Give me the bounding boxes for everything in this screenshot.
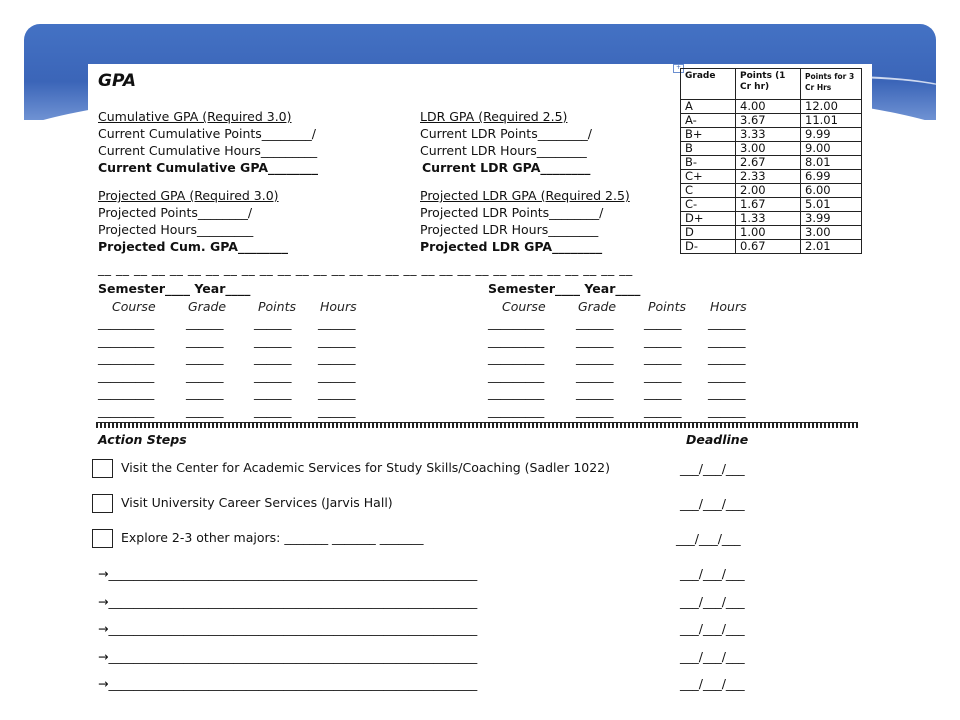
semester-column-header: Course	[502, 299, 546, 314]
header-points-3cr: Points for 3 Cr Hrs	[801, 69, 862, 100]
semester-blank-cell[interactable]: _________	[488, 332, 545, 348]
action-steps-heading: Action Steps	[98, 432, 187, 447]
arrow-action-line[interactable]	[98, 676, 477, 691]
blank-line: ___________________________________________________________	[108, 648, 478, 664]
grade-row	[681, 184, 862, 198]
grade-cell: A	[681, 100, 736, 114]
table-move-handle-icon[interactable]: +	[673, 64, 684, 73]
cumulative-hours: Current Cumulative Hours_________	[98, 143, 318, 158]
arrow-right-icon: →	[98, 621, 109, 636]
projected-ldr-hours: Projected LDR Hours________	[420, 222, 599, 237]
semester-blank-cell[interactable]: ______	[644, 385, 682, 400]
grade-cell: B-	[681, 156, 736, 170]
semester-column-header: Course	[112, 299, 156, 314]
semester-column-header: Hours	[320, 299, 357, 314]
arrow-action-line[interactable]	[98, 566, 477, 581]
semester-column-header: Grade	[578, 299, 617, 314]
action-item-label: Visit the Center for Academic Services for Study Skills/Coaching (Sadler 1022)	[121, 460, 611, 475]
blank-line: ___________________________________________________________	[108, 621, 478, 636]
grade-row	[681, 114, 862, 128]
semester-blank-cell[interactable]: ______	[644, 315, 682, 330]
semester-blank-cell[interactable]: ______	[254, 367, 292, 383]
semester-blank-cell[interactable]: ______	[186, 385, 224, 400]
semester-blank-cell[interactable]: ______	[318, 332, 356, 348]
grade-cell: A-	[681, 114, 736, 128]
blank-line: ___________________________________________________________	[108, 566, 478, 581]
semester-blank-cell[interactable]: ______	[318, 402, 356, 418]
semester-blank-cell[interactable]: ______	[644, 402, 682, 418]
semester-blank-cell[interactable]: ______	[186, 315, 224, 330]
projected-hours: Projected Hours_________	[98, 222, 254, 237]
semester-blank-cell[interactable]: ______	[254, 350, 292, 365]
semester-blank-cell[interactable]: ______	[708, 402, 746, 418]
semester-blank-cell[interactable]: ______	[644, 332, 682, 348]
semester-blank-cell[interactable]: ______	[576, 350, 614, 365]
deadline-date-field[interactable]: ___/___/___	[680, 676, 745, 691]
projected-heading: Projected GPA (Required 3.0)	[98, 188, 279, 203]
semester-blank-cell[interactable]: _________	[98, 350, 155, 365]
points-3cr-cell: 6.99	[801, 170, 862, 184]
semester-blank-cell[interactable]: ______	[644, 350, 682, 365]
points-3cr-cell: 12.00	[801, 100, 862, 114]
arrow-action-line[interactable]	[98, 649, 477, 664]
semester-blank-cell[interactable]: ______	[186, 332, 224, 348]
grade-cell: C+	[681, 170, 736, 184]
grade-row	[681, 156, 862, 170]
semester-blank-cell[interactable]: ______	[186, 402, 224, 418]
semester-blank-cell[interactable]: ______	[708, 385, 746, 400]
points-cell: 1.00	[736, 226, 801, 240]
semester-blank-cell[interactable]: ______	[318, 385, 356, 400]
grade-row	[681, 212, 862, 226]
grade-cell: D-	[681, 240, 736, 254]
deadline-date-field[interactable]: ___/___/___	[680, 621, 745, 636]
deadline-date-field[interactable]: ___/___/___	[680, 593, 745, 609]
points-3cr-cell: 8.01	[801, 156, 862, 170]
semester-column-header: Points	[648, 299, 686, 314]
page-title: GPA	[98, 71, 137, 91]
arrow-action-line[interactable]	[98, 594, 477, 609]
action-item	[92, 494, 393, 513]
arrow-right-icon: →	[98, 566, 109, 581]
semester-heading: Semester____ Year____	[98, 281, 251, 296]
semester-blank-cell[interactable]: ______	[576, 367, 614, 383]
points-cell: 3.33	[736, 128, 801, 142]
header-grade: Grade	[681, 69, 736, 100]
grade-cell: D	[681, 226, 736, 240]
semester-blank-cell[interactable]: ______	[576, 402, 614, 418]
ldr-points: Current LDR Points________/	[420, 126, 592, 141]
projected-ldr-points: Projected LDR Points________/	[420, 205, 604, 220]
semester-blank-cell[interactable]: ______	[318, 367, 356, 383]
semester-blank-cell[interactable]: ______	[644, 367, 682, 383]
points-cell: 3.67	[736, 114, 801, 128]
deadline-date-field[interactable]: ___/___/___	[680, 648, 745, 664]
semester-blank-cell[interactable]: ______	[186, 350, 224, 365]
action-item	[92, 459, 610, 478]
projected-points: Projected Points________/	[98, 205, 253, 220]
grade-row	[681, 142, 862, 156]
points-3cr-cell: 9.99	[801, 128, 862, 142]
semester-blank-cell[interactable]: _________	[98, 402, 155, 418]
points-cell: 2.67	[736, 156, 801, 170]
deadline-heading: Deadline	[686, 432, 749, 447]
ldr-hours: Current LDR Hours________	[420, 143, 587, 158]
semester-blank-cell[interactable]: _________	[98, 367, 155, 383]
semester-blank-cell[interactable]: ______	[576, 385, 614, 400]
deadline-date-field[interactable]: ___/___/___	[680, 461, 745, 476]
blank-line: ___________________________________________________________	[108, 676, 478, 691]
cumulative-heading: Cumulative GPA (Required 3.0)	[98, 109, 292, 124]
wavy-divider	[96, 422, 858, 428]
semester-blank-cell[interactable]: _________	[488, 385, 545, 400]
arrow-right-icon: →	[98, 648, 109, 664]
cumulative-gpa: Current Cumulative GPA________	[98, 160, 319, 175]
semester-blank-cell[interactable]: ______	[576, 332, 614, 348]
semester-blank-cell[interactable]: ______	[254, 385, 292, 400]
semester-blank-cell[interactable]: ______	[318, 315, 356, 330]
grade-cell: B	[681, 142, 736, 156]
points-3cr-cell: 11.01	[801, 114, 862, 128]
grade-cell: C	[681, 184, 736, 198]
ldr-heading: LDR GPA (Required 2.5)	[420, 109, 568, 124]
semester-blank-cell[interactable]: ______	[708, 367, 746, 383]
grade-cell: B+	[681, 128, 736, 142]
header-points: Points (1 Cr hr)	[736, 69, 801, 100]
grade-row	[681, 170, 862, 184]
points-cell: 1.33	[736, 212, 801, 226]
deadline-date-field[interactable]: ___/___/___	[680, 496, 745, 511]
semester-blank-cell[interactable]: _________	[488, 350, 545, 365]
projected-gpa: Projected Cum. GPA________	[98, 239, 288, 254]
semester-blank-cell[interactable]: ______	[186, 367, 224, 383]
arrow-right-icon: →	[98, 593, 109, 609]
points-3cr-cell: 3.00	[801, 226, 862, 240]
deadline-date-field[interactable]: ___/___/___	[676, 531, 741, 546]
action-item-label: Explore 2-3 other majors: _______ _______ _______	[121, 530, 424, 545]
semester-blank-cell[interactable]: ______	[708, 350, 746, 365]
blank-line: ___________________________________________________________	[108, 593, 478, 609]
semester-blank-cell[interactable]: _________	[98, 332, 155, 348]
semester-blank-cell[interactable]: ______	[708, 332, 746, 348]
action-item	[92, 529, 424, 548]
semester-blank-cell[interactable]: ______	[576, 315, 614, 330]
semester-blank-cell[interactable]: _________	[98, 385, 155, 400]
section-divider-dashes: __ __ __ __ __ __ __ __ __ __ __ __ __ __ __ __ __ __ __ __ __ __ __ __ __ __ __ __ __ __	[98, 261, 633, 276]
grade-cell: C-	[681, 198, 736, 212]
semester-blank-cell[interactable]: ______	[254, 402, 292, 418]
points-cell: 2.00	[736, 184, 801, 198]
checkbox[interactable]	[92, 459, 113, 478]
cumulative-points: Current Cumulative Points________/	[98, 126, 316, 141]
points-3cr-cell: 6.00	[801, 184, 862, 198]
grade-row	[681, 100, 862, 114]
points-3cr-cell: 9.00	[801, 142, 862, 156]
semester-blank-cell[interactable]: _________	[98, 315, 155, 330]
arrow-right-icon: →	[98, 676, 109, 691]
semester-blank-cell[interactable]: ______	[254, 315, 292, 330]
semester-column-header: Grade	[188, 299, 227, 314]
points-cell: 1.67	[736, 198, 801, 212]
points-3cr-cell: 3.99	[801, 212, 862, 226]
arrow-action-line[interactable]	[98, 621, 477, 636]
semester-heading: Semester____ Year____	[488, 281, 641, 296]
points-cell: 3.00	[736, 142, 801, 156]
gpa-worksheet	[88, 64, 872, 716]
ldr-gpa: Current LDR GPA________	[422, 160, 591, 175]
grade-row	[681, 198, 862, 212]
points-cell: 4.00	[736, 100, 801, 114]
semester-blank-cell[interactable]: _________	[488, 367, 545, 383]
grade-row	[681, 240, 862, 254]
semester-blank-cell[interactable]: ______	[254, 332, 292, 348]
projected-ldr-heading: Projected LDR GPA (Required 2.5)	[420, 188, 630, 203]
table-header-row	[681, 69, 862, 100]
semester-blank-cell[interactable]: ______	[318, 350, 356, 365]
grade-cell: D+	[681, 212, 736, 226]
checkbox[interactable]	[92, 529, 113, 548]
semester-blank-cell[interactable]: ______	[708, 315, 746, 330]
grade-points-table	[680, 68, 862, 254]
grade-row	[681, 226, 862, 240]
semester-column-header: Points	[258, 299, 296, 314]
points-3cr-cell: 2.01	[801, 240, 862, 254]
deadline-date-field[interactable]: ___/___/___	[680, 566, 745, 581]
checkbox[interactable]	[92, 494, 113, 513]
projected-ldr-gpa: Projected LDR GPA________	[420, 239, 603, 254]
grade-row	[681, 128, 862, 142]
semester-blank-cell[interactable]: _________	[488, 402, 545, 418]
points-cell: 2.33	[736, 170, 801, 184]
action-item-label: Visit University Career Services (Jarvis Hall)	[121, 495, 393, 510]
points-cell: 0.67	[736, 240, 801, 254]
semester-column-header: Hours	[710, 299, 747, 314]
points-3cr-cell: 5.01	[801, 198, 862, 212]
semester-blank-cell[interactable]: _________	[488, 315, 545, 330]
